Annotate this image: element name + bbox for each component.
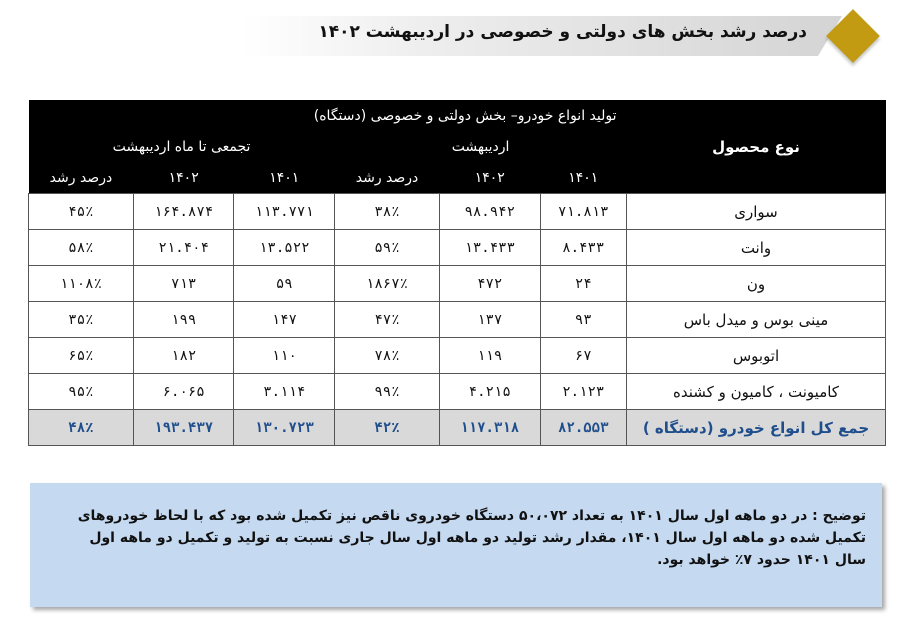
cell-month-1401: ۲.۱۲۳ [540,374,626,410]
header-row-1 [29,100,886,131]
header-group-cumulative: تجمعی تا ماه اردیبهشت [29,131,335,162]
header-product: نوع محصول [627,100,886,194]
cell-cum-1401: ۳.۱۱۴ [234,374,335,410]
header-month-1402: ۱۴۰۲ [439,162,540,194]
cell-month-1401: ۷۱.۸۱۳ [540,194,626,230]
cell-cum-growth: ۳۵٪ [29,302,134,338]
cell-month-growth: ۹۹٪ [335,374,440,410]
header-main: تولید انواع خودرو– بخش دولتی و خصوصی (دستگاه) [29,100,627,131]
total-cum-1401: ۱۳۰.۷۲۳ [234,410,335,446]
total-month-1402: ۱۱۷.۳۱۸ [439,410,540,446]
total-row [29,410,886,446]
cell-cum-1401: ۱۱۰ [234,338,335,374]
cell-cum-growth: ۹۵٪ [29,374,134,410]
header-cum-1401: ۱۴۰۱ [234,162,335,194]
header-group-month: اردیبهشت [335,131,627,162]
cell-month-1401: ۲۴ [540,266,626,302]
cell-month-growth: ۱۸۶۷٪ [335,266,440,302]
production-table [28,100,886,446]
header-month-growth: درصد رشد [335,162,440,194]
title-banner [242,6,882,66]
cell-cum-1402: ۱۸۲ [133,338,234,374]
note-box [30,483,882,607]
cell-cum-1401: ۵۹ [234,266,335,302]
cell-month-growth: ۳۸٪ [335,194,440,230]
cell-cum-growth: ۵۸٪ [29,230,134,266]
header-month-1401: ۱۴۰۱ [540,162,626,194]
table-row [29,266,886,302]
cell-cum-1402: ۱۹۹ [133,302,234,338]
total-month-growth: ۴۲٪ [335,410,440,446]
total-cum-growth: ۴۸٪ [29,410,134,446]
cell-month-1402: ۴۷۲ [439,266,540,302]
cell-month-1402: ۱۳۷ [439,302,540,338]
total-cum-1402: ۱۹۳.۴۳۷ [133,410,234,446]
row-product: مینی بوس و میدل باس [627,302,886,338]
cell-cum-1401: ۱۳.۵۲۲ [234,230,335,266]
note-text: توضیح : در دو ماهه اول سال ۱۴۰۱ به تعداد ۵۰،۰۷۲ دستگاه خودروی ناقص نیز تکمیل شده بود که با لحاظ خودروهای تکمیل شده دو ماهه اول سال ۱۴۰۱، مقدار رشد تولید دو ماهه اول سال جاری نسبت به تولید و تکمیل دو ماهه اول سال ۱۴۰۱ حدود ۷٪ خواهد بود. [77,508,866,568]
table-row [29,374,886,410]
row-product: اتوبوس [627,338,886,374]
header-cum-growth: درصد رشد [29,162,134,194]
cell-month-1402: ۱۱۹ [439,338,540,374]
cell-cum-1402: ۲۱.۴۰۴ [133,230,234,266]
cell-cum-1401: ۱۱۳.۷۷۱ [234,194,335,230]
cell-month-growth: ۵۹٪ [335,230,440,266]
total-month-1401: ۸۲.۵۵۳ [540,410,626,446]
cell-month-1401: ۹۳ [540,302,626,338]
cell-month-1401: ۶۷ [540,338,626,374]
cell-month-1402: ۱۳.۴۳۳ [439,230,540,266]
header-cum-1402: ۱۴۰۲ [133,162,234,194]
row-product: وانت [627,230,886,266]
row-product: کامیونت ، کامیون و کشنده [627,374,886,410]
page-title: درصد رشد بخش های دولتی و خصوصی در اردیبهشت ۱۴۰۲ [318,22,807,42]
cell-cum-1402: ۶.۰۶۵ [133,374,234,410]
table-row [29,194,886,230]
cell-cum-1402: ۷۱۳ [133,266,234,302]
cell-month-growth: ۷۸٪ [335,338,440,374]
cell-cum-1401: ۱۴۷ [234,302,335,338]
table-row [29,302,886,338]
total-product: جمع کل انواع خودرو (دستگاه ) [627,410,886,446]
table-row [29,338,886,374]
cell-cum-1402: ۱۶۴.۸۷۴ [133,194,234,230]
table-row [29,230,886,266]
cell-month-1402: ۹۸.۹۴۲ [439,194,540,230]
row-product: ون [627,266,886,302]
cell-cum-growth: ۴۵٪ [29,194,134,230]
cell-month-growth: ۴۷٪ [335,302,440,338]
row-product: سواری [627,194,886,230]
cell-month-1401: ۸.۴۳۳ [540,230,626,266]
cell-cum-growth: ۱۱۰۸٪ [29,266,134,302]
cell-cum-growth: ۶۵٪ [29,338,134,374]
cell-month-1402: ۴.۲۱۵ [439,374,540,410]
